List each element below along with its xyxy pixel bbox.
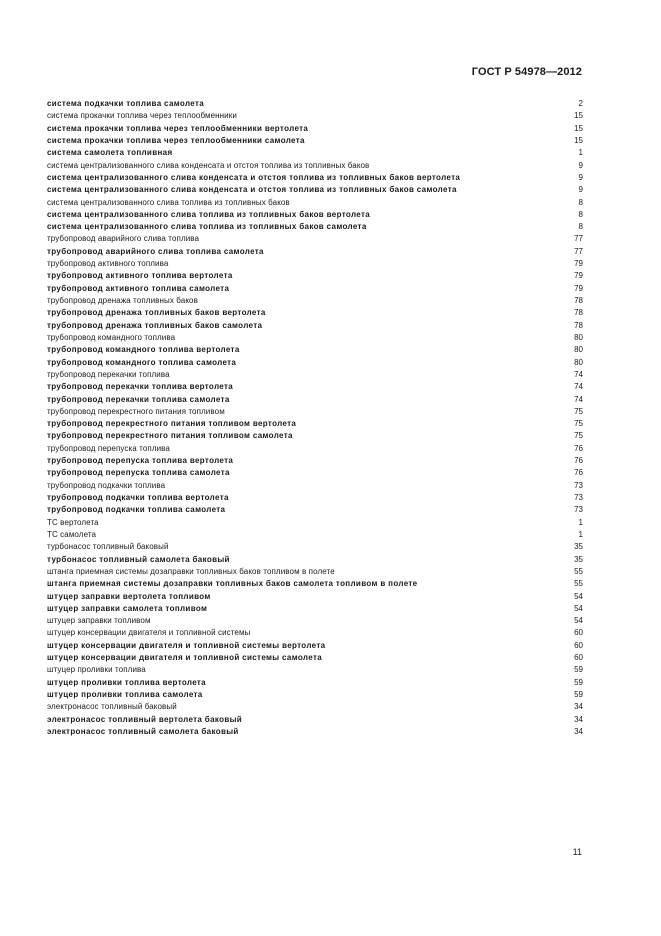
index-page-ref: 60 — [574, 653, 583, 663]
index-term: система централизованного слива топлива из топливных баков — [47, 197, 290, 207]
index-term: ТС вертолета — [47, 517, 99, 527]
index-term: штуцер консервации двигателя и топливной системы — [47, 628, 251, 638]
index-page-ref: 1 — [578, 148, 583, 158]
index-term: трубопровод перепуска топлива вертолета — [47, 456, 234, 466]
index-page-ref: 2 — [578, 99, 583, 108]
index-page-ref: 60 — [574, 640, 583, 650]
index-term: система подкачки топлива самолета — [47, 99, 205, 108]
index-entry — [47, 554, 583, 566]
index-entry — [47, 209, 583, 221]
index-term: трубопровод перекрестного питания топливом самолета — [47, 431, 293, 441]
index-entry — [47, 381, 583, 393]
index-page-ref: 75 — [574, 431, 583, 441]
index-term: трубопровод перекрестного питания топливом — [47, 406, 225, 416]
index-term: система прокачки топлива через теплообменники — [47, 111, 237, 121]
index-entry — [47, 714, 583, 726]
index-entry — [47, 197, 583, 209]
index-entry — [47, 480, 583, 492]
index-page-ref: 78 — [574, 320, 583, 330]
index-entry — [47, 517, 583, 529]
index-term: трубопровод дренажа топливных баков вертолета — [47, 308, 266, 318]
index-page-ref: 15 — [574, 135, 583, 145]
index-page-ref: 34 — [574, 726, 583, 736]
index-term: штуцер консервации двигателя и топливной системы самолета — [47, 653, 323, 663]
index-entry — [47, 123, 583, 135]
index-page-ref: 73 — [574, 480, 583, 490]
index-page-ref: 80 — [574, 332, 583, 342]
index-entry — [47, 406, 583, 418]
index-page-ref: 54 — [574, 591, 583, 601]
index-term: трубопровод перекачки топлива самолета — [47, 394, 230, 404]
index-term: трубопровод активного топлива — [47, 259, 169, 269]
index-entry — [47, 541, 583, 553]
index-page-ref: 78 — [574, 308, 583, 318]
index-term: система централизованного слива конденсата и отстоя топлива из топливных баков самолета — [47, 185, 457, 195]
index-page-ref: 34 — [574, 702, 583, 712]
index-term: система прокачки топлива через теплообменники самолета — [47, 135, 305, 145]
index-page-ref: 34 — [574, 714, 583, 724]
index-page-ref: 74 — [574, 394, 583, 404]
index-entry — [47, 357, 583, 369]
index-entry — [47, 430, 583, 442]
index-page-ref: 8 — [578, 209, 583, 219]
index-entry — [47, 578, 583, 590]
index-term: трубопровод активного топлива вертолета — [47, 271, 233, 281]
index-page-ref: 54 — [574, 603, 583, 613]
index-term: трубопровод перекрестного питания топливом вертолета — [47, 419, 297, 429]
index-entry — [47, 283, 583, 295]
index-entry — [47, 640, 583, 652]
index-entry — [47, 492, 583, 504]
index-page-ref: 80 — [574, 357, 583, 367]
index-entry — [47, 615, 583, 627]
index-page-ref: 35 — [574, 554, 583, 564]
index-term: электронасос топливный вертолета баковый — [47, 714, 243, 724]
index-term: турбонасос топливный самолета баковый — [47, 554, 230, 564]
index-term: трубопровод командного топлива самолета — [47, 357, 237, 367]
index-page-ref: 79 — [574, 271, 583, 281]
index-term: штуцер проливки топлива самолета — [47, 690, 203, 699]
index-page-ref: 74 — [574, 369, 583, 379]
index-page-ref: 73 — [574, 505, 583, 515]
index-term: трубопровод командного топлива — [47, 332, 176, 342]
index-term: электронасос топливный самолета баковый — [47, 726, 239, 736]
index-term: турбонасос топливный баковый — [47, 542, 169, 552]
index-page-ref: 75 — [574, 406, 583, 416]
index-page-ref: 76 — [574, 443, 583, 453]
index-page-ref: 76 — [574, 468, 583, 478]
index-entry — [47, 344, 583, 356]
index-entry — [47, 455, 583, 467]
index-entry — [47, 98, 583, 110]
index-page-ref: 73 — [574, 493, 583, 502]
index-term: трубопровод дренажа топливных баков — [47, 296, 198, 305]
index-term: электронасос топливный баковый — [47, 702, 177, 712]
index-entry — [47, 652, 583, 664]
index-entry — [47, 270, 583, 282]
index-page-ref: 8 — [578, 197, 583, 207]
index-entry — [47, 233, 583, 245]
index-entry — [47, 295, 583, 307]
index-page-ref: 59 — [574, 690, 583, 699]
index-entry — [47, 394, 583, 406]
index-page-ref: 59 — [574, 665, 583, 675]
index-page-ref: 77 — [574, 246, 583, 256]
index-entry — [47, 172, 583, 184]
index-entry — [47, 591, 583, 603]
index-term: штуцер проливки топлива вертолета — [47, 677, 206, 687]
index-page-ref: 79 — [574, 259, 583, 269]
index-entry — [47, 726, 583, 738]
index-page-ref: 1 — [578, 529, 583, 539]
index-entry — [47, 307, 583, 319]
alphabetical-term-index — [47, 98, 583, 738]
index-term: трубопровод аварийного слива топлива самолета — [47, 246, 264, 256]
index-page-ref: 1 — [578, 517, 583, 527]
index-entry — [47, 147, 583, 159]
index-term: штуцер консервации двигателя и топливной системы вертолета — [47, 640, 326, 650]
index-term: трубопровод перепуска топлива самолета — [47, 468, 230, 478]
index-term: ТС самолета — [47, 529, 97, 539]
index-term: штуцер заправки вертолета топливом — [47, 591, 211, 601]
index-entry — [47, 467, 583, 479]
index-page-ref: 9 — [578, 160, 583, 170]
index-page-ref: 75 — [574, 419, 583, 429]
index-term: трубопровод перекачки топлива — [47, 369, 170, 379]
index-entry — [47, 677, 583, 689]
index-term: трубопровод подкачки топлива — [47, 480, 166, 490]
index-term: трубопровод командного топлива вертолета — [47, 345, 240, 355]
index-page-ref: 9 — [578, 185, 583, 195]
index-entry — [47, 184, 583, 196]
index-entry — [47, 135, 583, 147]
index-entry — [47, 332, 583, 344]
index-entry — [47, 529, 583, 541]
index-entry — [47, 369, 583, 381]
index-term: трубопровод перекачки топлива вертолета — [47, 382, 234, 392]
index-term: штанга приемная системы дозаправки топливных баков самолета топливом в полете — [47, 579, 418, 589]
index-page-ref: 54 — [574, 616, 583, 626]
index-entry — [47, 246, 583, 258]
index-page-ref: 15 — [574, 111, 583, 121]
index-entry — [47, 110, 583, 122]
index-page-ref: 55 — [574, 566, 583, 576]
index-term: трубопровод подкачки топлива вертолета — [47, 493, 229, 502]
index-page-ref: 59 — [574, 677, 583, 687]
index-term: трубопровод дренажа топливных баков самолета — [47, 320, 263, 330]
index-entry — [47, 664, 583, 676]
index-page-ref: 76 — [574, 456, 583, 466]
index-entry — [47, 418, 583, 430]
index-term: система самолета топливная — [47, 148, 173, 158]
index-term: система централизованного слива конденсата и отстоя топлива из топливных баков — [47, 160, 370, 170]
index-page-ref: 60 — [574, 628, 583, 638]
index-page-ref: 15 — [574, 123, 583, 133]
index-entry — [47, 160, 583, 172]
index-term: система централизованного слива топлива из топливных баков вертолета — [47, 209, 371, 219]
index-entry — [47, 221, 583, 233]
index-term: система централизованного слива топлива из топливных баков самолета — [47, 222, 367, 232]
document-standard-header: ГОСТ Р 54978—2012 — [471, 66, 582, 78]
index-page-ref: 35 — [574, 542, 583, 552]
index-term: трубопровод подкачки топлива самолета — [47, 505, 226, 515]
index-term: система централизованного слива конденсата и отстоя топлива из топливных баков вертолета — [47, 172, 461, 182]
index-page-ref: 79 — [574, 283, 583, 293]
index-term: трубопровод аварийного слива топлива — [47, 234, 200, 244]
index-page-ref: 55 — [574, 579, 583, 589]
index-entry — [47, 504, 583, 516]
index-page-ref: 8 — [578, 222, 583, 232]
index-entry — [47, 627, 583, 639]
index-term: штуцер заправки самолета топливом — [47, 603, 208, 613]
index-term: трубопровод перепуска топлива — [47, 443, 170, 453]
index-entry — [47, 258, 583, 270]
index-entry — [47, 443, 583, 455]
index-page-ref: 80 — [574, 345, 583, 355]
index-term: трубопровод активного топлива самолета — [47, 283, 230, 293]
index-entry — [47, 701, 583, 713]
index-term: штуцер проливки топлива — [47, 665, 146, 675]
index-term: штуцер заправки топливом — [47, 616, 151, 626]
index-entry — [47, 603, 583, 615]
index-page-ref: 9 — [578, 172, 583, 182]
index-page-ref: 74 — [574, 382, 583, 392]
index-term: система прокачки топлива через теплообменники вертолета — [47, 123, 309, 133]
index-entry — [47, 689, 583, 701]
index-page-ref: 77 — [574, 234, 583, 244]
index-entry — [47, 566, 583, 578]
page-number: 11 — [572, 847, 582, 857]
index-entry — [47, 320, 583, 332]
index-term: штанга приемная системы дозаправки топливных баков топливом в полете — [47, 566, 335, 576]
index-page-ref: 78 — [574, 296, 583, 305]
